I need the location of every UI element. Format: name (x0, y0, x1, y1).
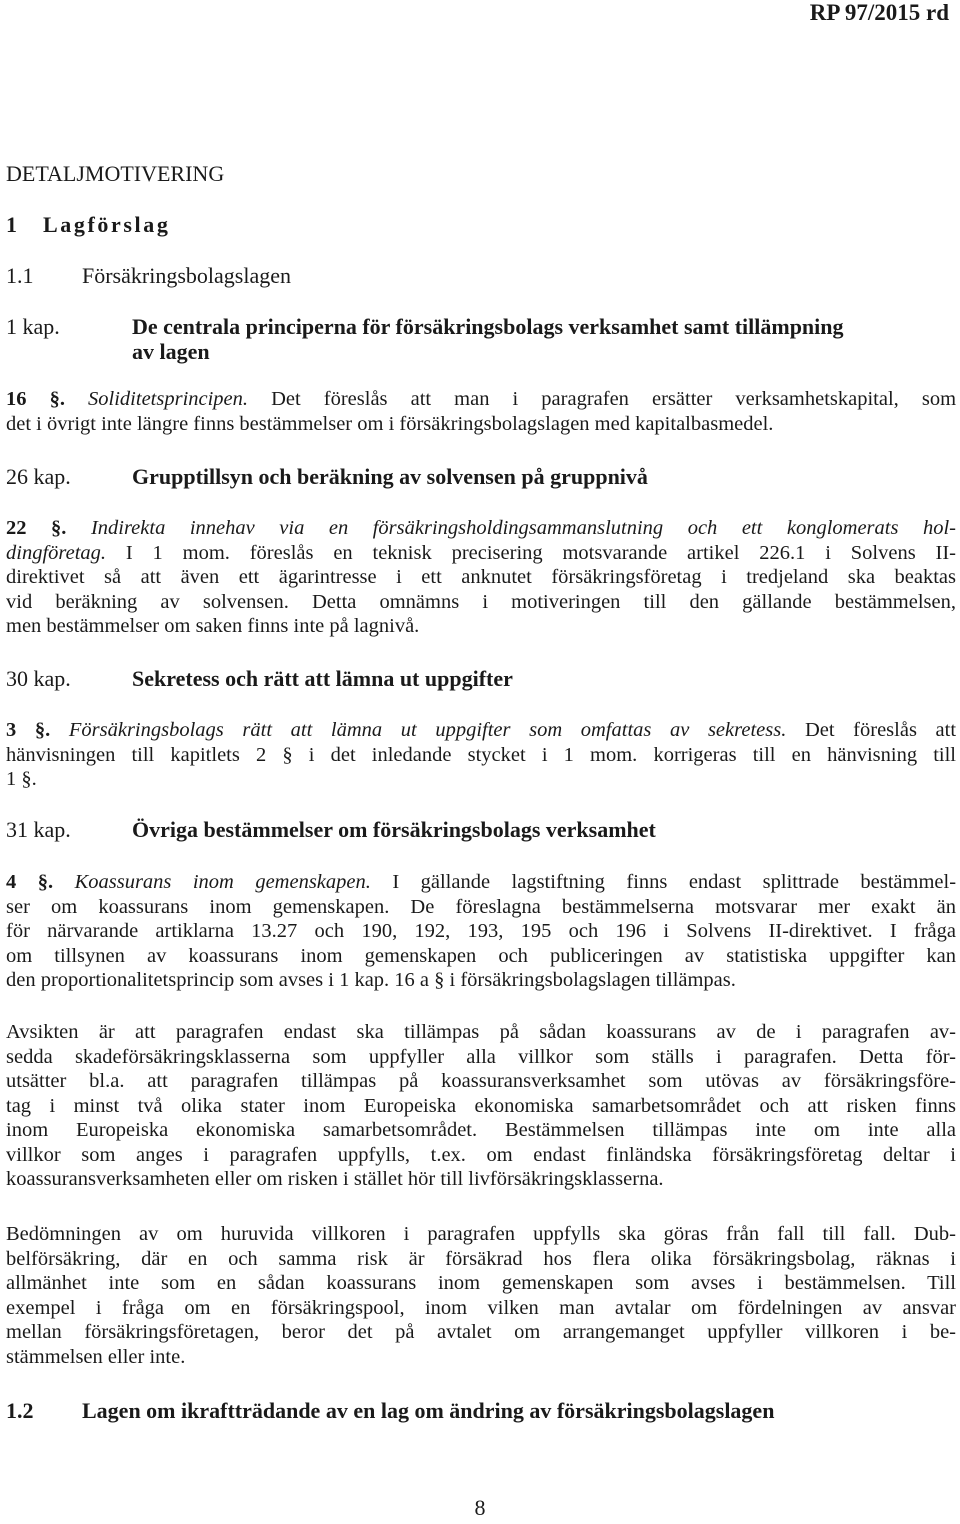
subsection-number: 1.1 (6, 263, 34, 288)
text-line: Bedömningen av om huruvida villkoren i paragrafen uppfylls ska göras från fall till fall. Dub- (6, 1223, 956, 1245)
paragraph-bedomningen (6, 1222, 956, 1369)
running-header: RP 97/2015 rd (809, 0, 949, 25)
text-run: I gällande lagstiftning finns endast splittrade bestämmel- (392, 871, 957, 893)
text-line: Avsikten är att paragrafen endast ska tillämpas på sådan koassurans av de i paragrafen av- (6, 1021, 956, 1043)
text-line: mellan försäkringsföretagen, beror det på avtalet om arrangemanget uppfyller villkoren i be- (6, 1321, 956, 1343)
text-line (6, 387, 956, 412)
paragraph-16 (6, 387, 956, 436)
text-line: 1 §. (6, 768, 37, 790)
text-line (6, 718, 956, 743)
section-caption: Soliditetsprincipen. (88, 388, 249, 410)
section-number: 22 §. (6, 517, 67, 539)
text-line: direktivet så att även ett ägarintresse i ett anknutet försäkringsföretag i tredjeland ska beaktas (6, 566, 956, 588)
section-caption: Försäkringsbolags rätt att lämna ut uppgifter som omfattas av sekretess. (68, 719, 787, 741)
text-line: den proportionalitetsprincip som avses i 1 kap. 16 a § i försäkringsbolagslagen tillämpas. (6, 969, 736, 991)
text-line: allmänhet inte som en sådan koassurans inom gemenskapen som avses i bestämmelsen. Till (6, 1272, 956, 1294)
paragraph-avsikten (6, 1020, 956, 1192)
section-caption-cont: dingföretag. (6, 541, 107, 564)
chapter-title: Lagförslag (43, 212, 171, 237)
text-run: I 1 mom. föreslås en teknisk precisering motsvarande artikel 226.1 i Solvens II- (125, 541, 956, 564)
text-line: villkor som anges i paragrafen uppfylls, t.ex. om endast finländska försäkringsföretag deltar i (6, 1143, 956, 1166)
subsection-title: Försäkringsbolagslagen (82, 263, 291, 288)
section-title: DETALJMOTIVERING (6, 161, 225, 186)
text-line: utsätter bl.a. att paragrafen tillämpas på koassuransverksamhet som utövas av försäkringsföre- (6, 1070, 956, 1092)
text-line: belförsäkring, där en och samma risk är försäkrad hos flera olika försäkringsbolag, räknas i (6, 1247, 956, 1270)
text-line: exempel i fråga om en försäkringspool, inom vilken man avtalar om fördelningen av ansvar (6, 1296, 956, 1319)
text-run: Det föreslås att (804, 719, 957, 741)
text-line: men bestämmelser om saken finns inte på lagnivå. (6, 615, 420, 637)
text-line (6, 541, 956, 566)
kap-title: Grupptillsyn och beräkning av solvensen på gruppnivå (132, 464, 648, 489)
kap-label: 30 kap. (6, 666, 71, 691)
text-line (6, 870, 956, 895)
text-line: koassuransverksamheten eller om risken i stället hör till livförsäkringsklasserna. (6, 1168, 664, 1190)
text-line: sedda skadeförsäkringsklasserna som uppfyller alla villkor som ställs i paragrafen. Detta för- (6, 1045, 956, 1068)
text-line: inom Europeiska ekonomiska samarbetsområdet. Bestämmelsen tillämpas inte om inte alla (6, 1119, 956, 1141)
text-line: för närvarande artiklarna 13.27 och 190, 192, 193, 195 och 196 i Solvens II-direktivet. I fråga (6, 920, 956, 942)
text-line: det i övrigt inte längre finns bestämmelser om i försäkringsbolagslagen med kapitalbasmedel. (6, 412, 774, 435)
kap-label: 1 kap. (6, 314, 60, 339)
paragraph-3 (6, 718, 956, 792)
text-line: om tillsynen av koassurans inom gemenskapen och publiceringen av statistiska uppgifter kan (6, 944, 956, 967)
text-line: vid beräkning av solvensen. Detta omnämns i motiveringen till den gällande bestämmelsen, (6, 590, 956, 613)
kap-title: Sekretess och rätt att lämna ut uppgifter (132, 666, 513, 691)
subsection-number: 1.2 (6, 1398, 34, 1423)
text-line: hänvisningen till kapitlets 2 § i det inledande stycket i 1 mom. korrigeras till en hänvisning till (6, 743, 956, 766)
section-number: 3 §. (6, 719, 51, 741)
kap-label: 26 kap. (6, 464, 71, 489)
page-number: 8 (474, 1495, 486, 1520)
chapter-number: 1 (6, 212, 17, 237)
kap-title-line1: De centrala principerna för försäkringsbolags verksamhet samt tillämpning (132, 314, 844, 339)
paragraph-22 (6, 516, 956, 639)
text-line (6, 516, 956, 541)
kap-label: 31 kap. (6, 817, 71, 842)
subsection-title: Lagen om ikraftträdande av en lag om ändring av försäkringsbolagslagen (82, 1398, 775, 1423)
section-number: 16 §. (6, 388, 65, 410)
kap-title-line2: av lagen (132, 339, 210, 364)
section-caption: Indirekta innehav via en försäkringsholdingsammanslutning och ett konglomerats hol- (90, 517, 956, 539)
text-line: stämmelsen eller inte. (6, 1345, 186, 1368)
text-line: tag i minst två olika stater inom Europeiska ekonomiska samarbetsområdet och att risken finns (6, 1094, 956, 1117)
text-line: ser om koassurans inom gemenskapen. De föreslagna bestämmelserna motsvarar mer exakt än (6, 895, 956, 918)
section-caption: Koassurans inom gemenskapen. (74, 871, 371, 893)
paragraph-4 (6, 870, 956, 993)
text-run: Det föreslås att man i paragrafen ersätter verksamhetskapital, som (271, 388, 957, 410)
kap-title: Övriga bestämmelser om försäkringsbolags verksamhet (132, 817, 656, 842)
section-number: 4 §. (6, 871, 54, 893)
